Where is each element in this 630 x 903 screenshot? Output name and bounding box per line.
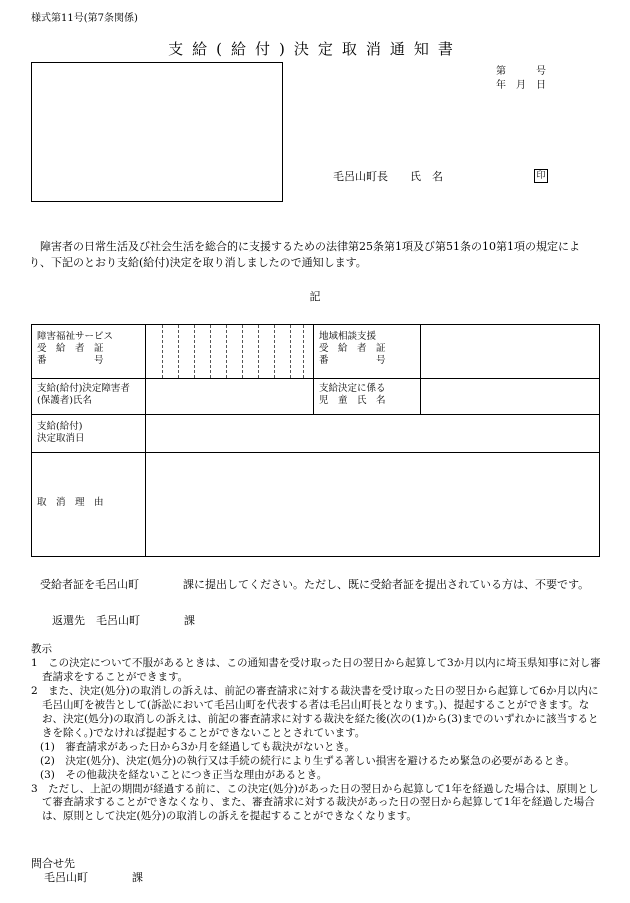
contact-value: 毛呂山町 課 [44,871,143,884]
digit-separator [210,325,211,378]
regional-cert-label [319,331,415,367]
label-line: 番 号 [319,354,386,366]
return-instruction: 受給者証を毛呂山町 課に提出してください。ただし、既に受給者証を提出されている方は、不要です。 [40,578,590,591]
disabled-person-name-label [37,383,140,407]
label-line: 地域相談支援 [319,331,377,342]
label-line: 番 号 [37,354,104,366]
digit-separator [242,325,243,378]
child-name-label [319,383,415,407]
document-number: 第 号 [496,66,546,77]
digit-separator [290,325,291,378]
label-line: 障害福祉サービス [37,331,114,342]
instruction-item: 3 ただし、上記の期間が経過する前に、この決定(処分)があった日の翌日から起算して1年を経過した場合は、原則として審査請求することができなくなり、また、審査請求に対する裁決があった日の翌日から起算して1年を経過した場合は、原則として決定(処分)の取消しの訴えを提起することができなくなります。 [31,782,599,823]
issuer-name: 毛呂山町長 氏 名 [333,170,443,183]
ki-heading: 記 [309,290,321,303]
row-divider [32,414,599,415]
cancellation-reason-label [37,497,140,509]
label-line: 受 給 者 証 [37,342,104,354]
cancellation-date-label [37,421,140,445]
recipient-cert-label [37,331,140,367]
document-date: 年 月 日 [496,80,546,91]
instruction-item: 1 この決定について不服があるときは、この通知書を受け取った日の翌日から起算して3か月以内に埼玉県知事に対し審査請求をすることができます。 [31,656,601,683]
col-divider [145,325,146,556]
digit-separator [258,325,259,378]
address-box [31,62,283,202]
label-line: 児 童 氏 名 [319,394,386,406]
label-line: 支給(給付)決定障害者 [37,383,130,394]
label-line: 受 給 者 証 [319,342,386,354]
col-divider [313,325,314,414]
cancellation-table [31,324,600,557]
row-divider [32,452,599,453]
instructions-heading: 教示 [31,643,52,655]
body-text: 障害者の日常生活及び社会生活を総合的に支援するための法律第25条第1項及び第51条の10第1項の規定により、下記のとおり支給(給付)決定を取り消しましたので通知します。 [29,240,580,269]
instruction-subitem: (2) 決定(処分)、決定(処分)の執行又は手続の続行により生ずる著しい損害を避けるため緊急の必要があるとき。 [40,754,575,767]
digit-separator [226,325,227,378]
col-divider [420,325,421,414]
instruction-subitem: (1) 審査請求があった日から3か月を経過しても裁決がないとき。 [40,740,356,753]
label-line: 支給(給付) [37,421,83,432]
digit-separator [178,325,179,378]
contact-heading: 問合せ先 [31,857,75,870]
digit-separator [303,325,304,378]
label-line: 支給決定に係る [319,383,386,394]
instructions-section [31,643,603,824]
instruction-subitem: (3) その他裁決を経ないことにつき正当な理由があるとき。 [40,768,328,781]
digit-separator [194,325,195,378]
document-title: 支給(給付)決定取消通知書 [168,40,462,58]
seal-mark: 印 [534,169,548,183]
label-line: 決定取消日 [37,432,85,444]
label-line: (保護者)氏名 [37,394,92,406]
digit-separator [274,325,275,378]
row-divider [32,378,599,379]
label-line: 取 消 理 由 [37,497,104,508]
form-number: 様式第11号(第7条関係) [31,13,138,24]
instruction-item: 2 また、決定(処分)の取消しの訴えは、前記の審査請求に対する裁決書を受け取った日の翌日から起算して6か月以内に毛呂山町を被告として(訴訟において毛呂山町を代表する者は毛呂山町長となります。)、提起することができます。なお、決定(処分)の取消しの訴えは、前記の審査請求に対する裁決を経た後(次の(1)から(3)までのいずれかに該当するときを除く。)でなければ提起することができないこととされています。 [31,684,599,739]
digit-separator [162,325,163,378]
return-destination: 返還先 毛呂山町 課 [52,614,195,627]
